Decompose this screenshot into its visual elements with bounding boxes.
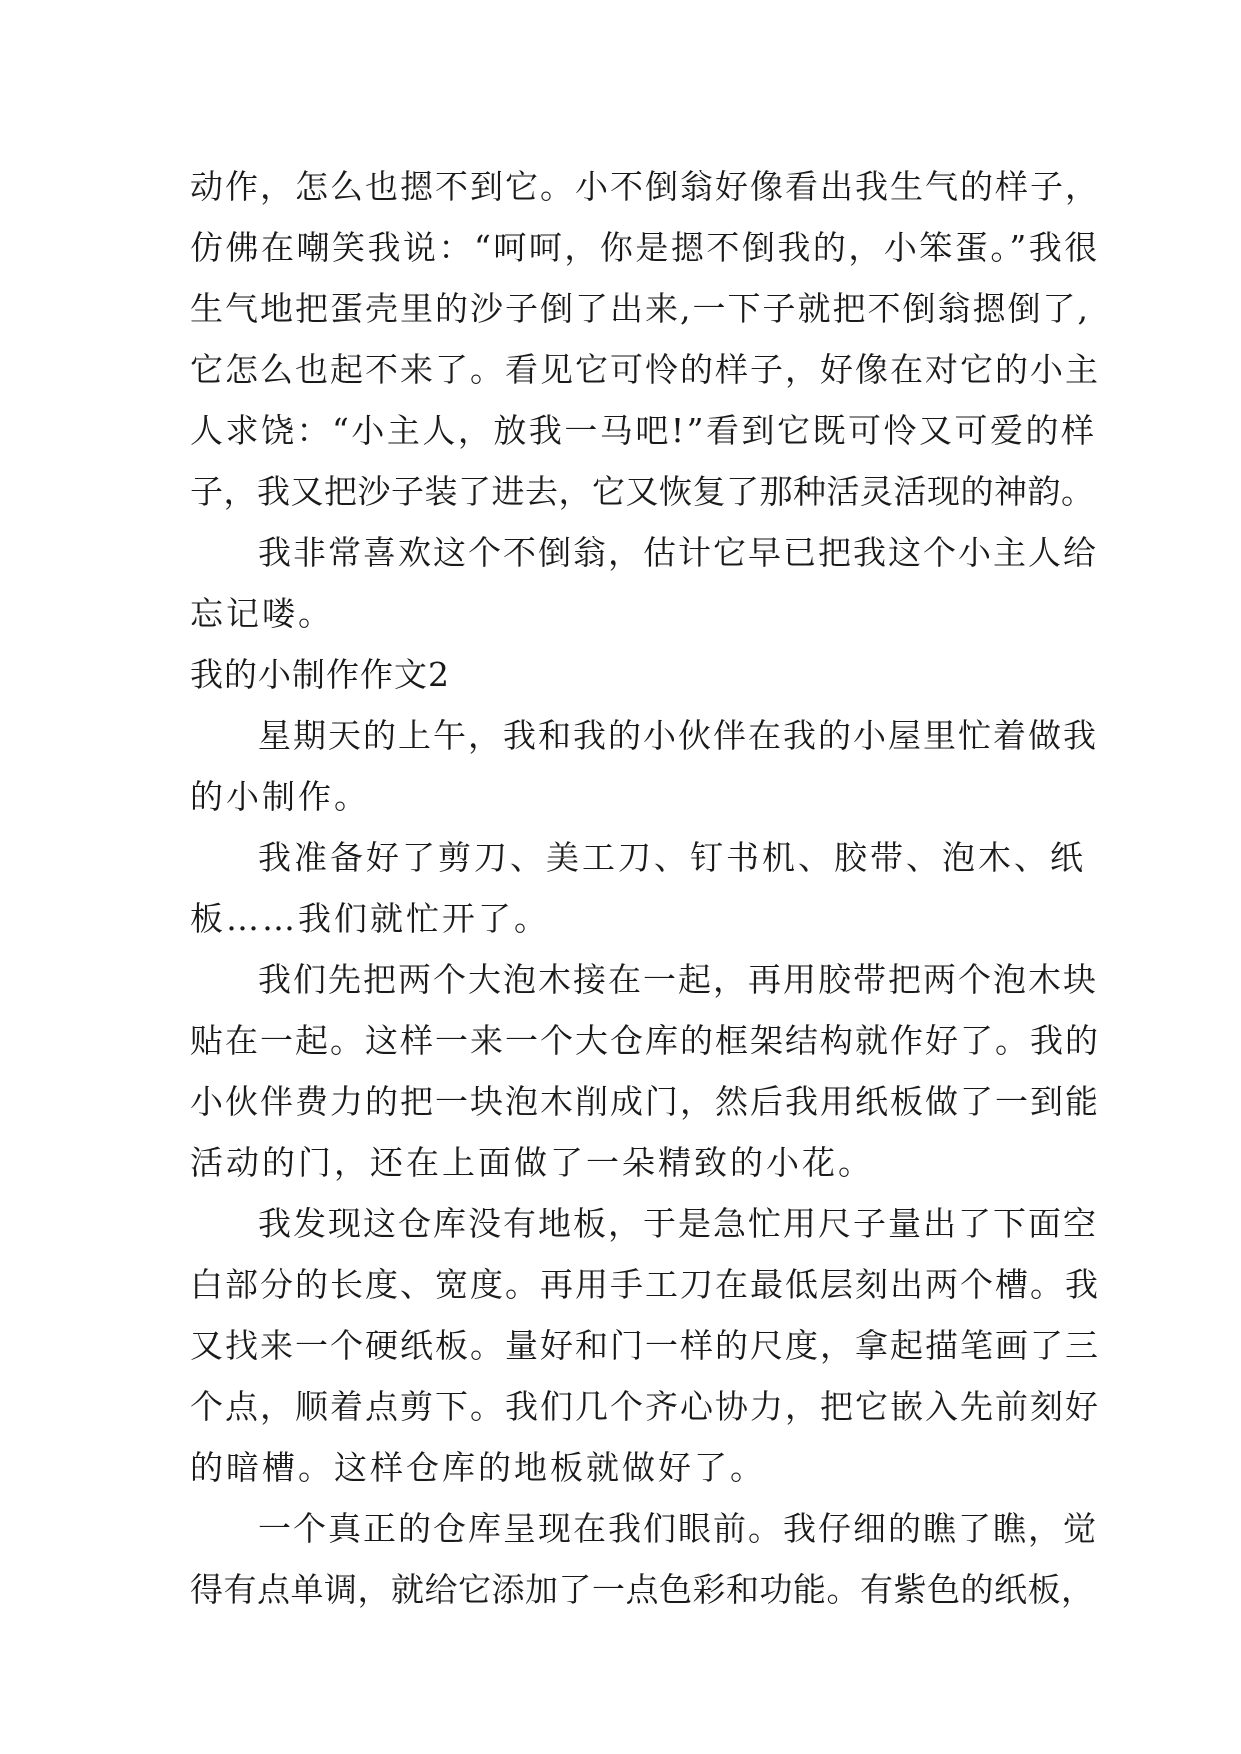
text-line: 忘记喽。 [190, 594, 334, 633]
text-line: 活动的门，还在上面做了一朵精致的小花。 [190, 1143, 874, 1182]
paragraph-start-line: 我准备好了剪刀、美工刀、钉书机、胶带、泡木、纸 [258, 838, 1086, 877]
text-line: 它怎么也起不来了。看见它可怜的样子，好像在对它的小主 [190, 350, 1100, 389]
paragraph-start-line: 我们先把两个大泡木接在一起，再用胶带把两个泡木块 [258, 960, 1098, 999]
paragraph-start-line: 星期天的上午，我和我的小伙伴在我的小屋里忙着做我 [258, 716, 1098, 755]
text-line: 贴在一起。这样一来一个大仓库的框架结构就作好了。我的 [190, 1021, 1100, 1060]
text-line: 白部分的长度、宽度。再用手工刀在最低层刻出两个槽。我 [190, 1265, 1100, 1304]
paragraph-start-line: 我非常喜欢这个不倒翁，估计它早已把我这个小主人给 [258, 533, 1098, 572]
paragraph-start-line: 我发现这仓库没有地板，于是急忙用尺子量出了下面空 [258, 1204, 1098, 1243]
text-line: 人求饶：“小主人，放我一马吧!”看到它既可怜又可爱的样 [190, 411, 1097, 450]
text-line: 生气地把蛋壳里的沙子倒了出来,一下子就把不倒翁摁倒了, [190, 289, 1090, 328]
text-line: 动作，怎么也摁不到它。小不倒翁好像看出我生气的样子， [190, 167, 1100, 206]
text-line: 的暗槽。这样仓库的地板就做好了。 [190, 1448, 766, 1487]
text-line: 板……我们就忙开了。 [190, 899, 550, 938]
text-line: 个点，顺着点剪下。我们几个齐心协力，把它嵌入先前刻好 [190, 1387, 1100, 1426]
text-line: 得有点单调，就给它添加了一点色彩和功能。有紫色的纸板， [190, 1570, 1095, 1609]
paragraph-start-line: 一个真正的仓库呈现在我们眼前。我仔细的瞧了瞧，觉 [258, 1509, 1098, 1548]
section-heading: 我的小制作作文2 [190, 655, 450, 694]
text-line: 的小制作。 [190, 777, 370, 816]
text-line: 仿佛在嘲笑我说：“呵呵，你是摁不倒我的，小笨蛋。”我很 [190, 228, 1100, 267]
text-line: 子，我又把沙子装了进去，它又恢复了那种活灵活现的神韵。 [190, 472, 1095, 511]
text-line: 又找来一个硬纸板。量好和门一样的尺度，拿起描笔画了三 [190, 1326, 1100, 1365]
text-line: 小伙伴费力的把一块泡木削成门，然后我用纸板做了一到能 [190, 1082, 1100, 1121]
